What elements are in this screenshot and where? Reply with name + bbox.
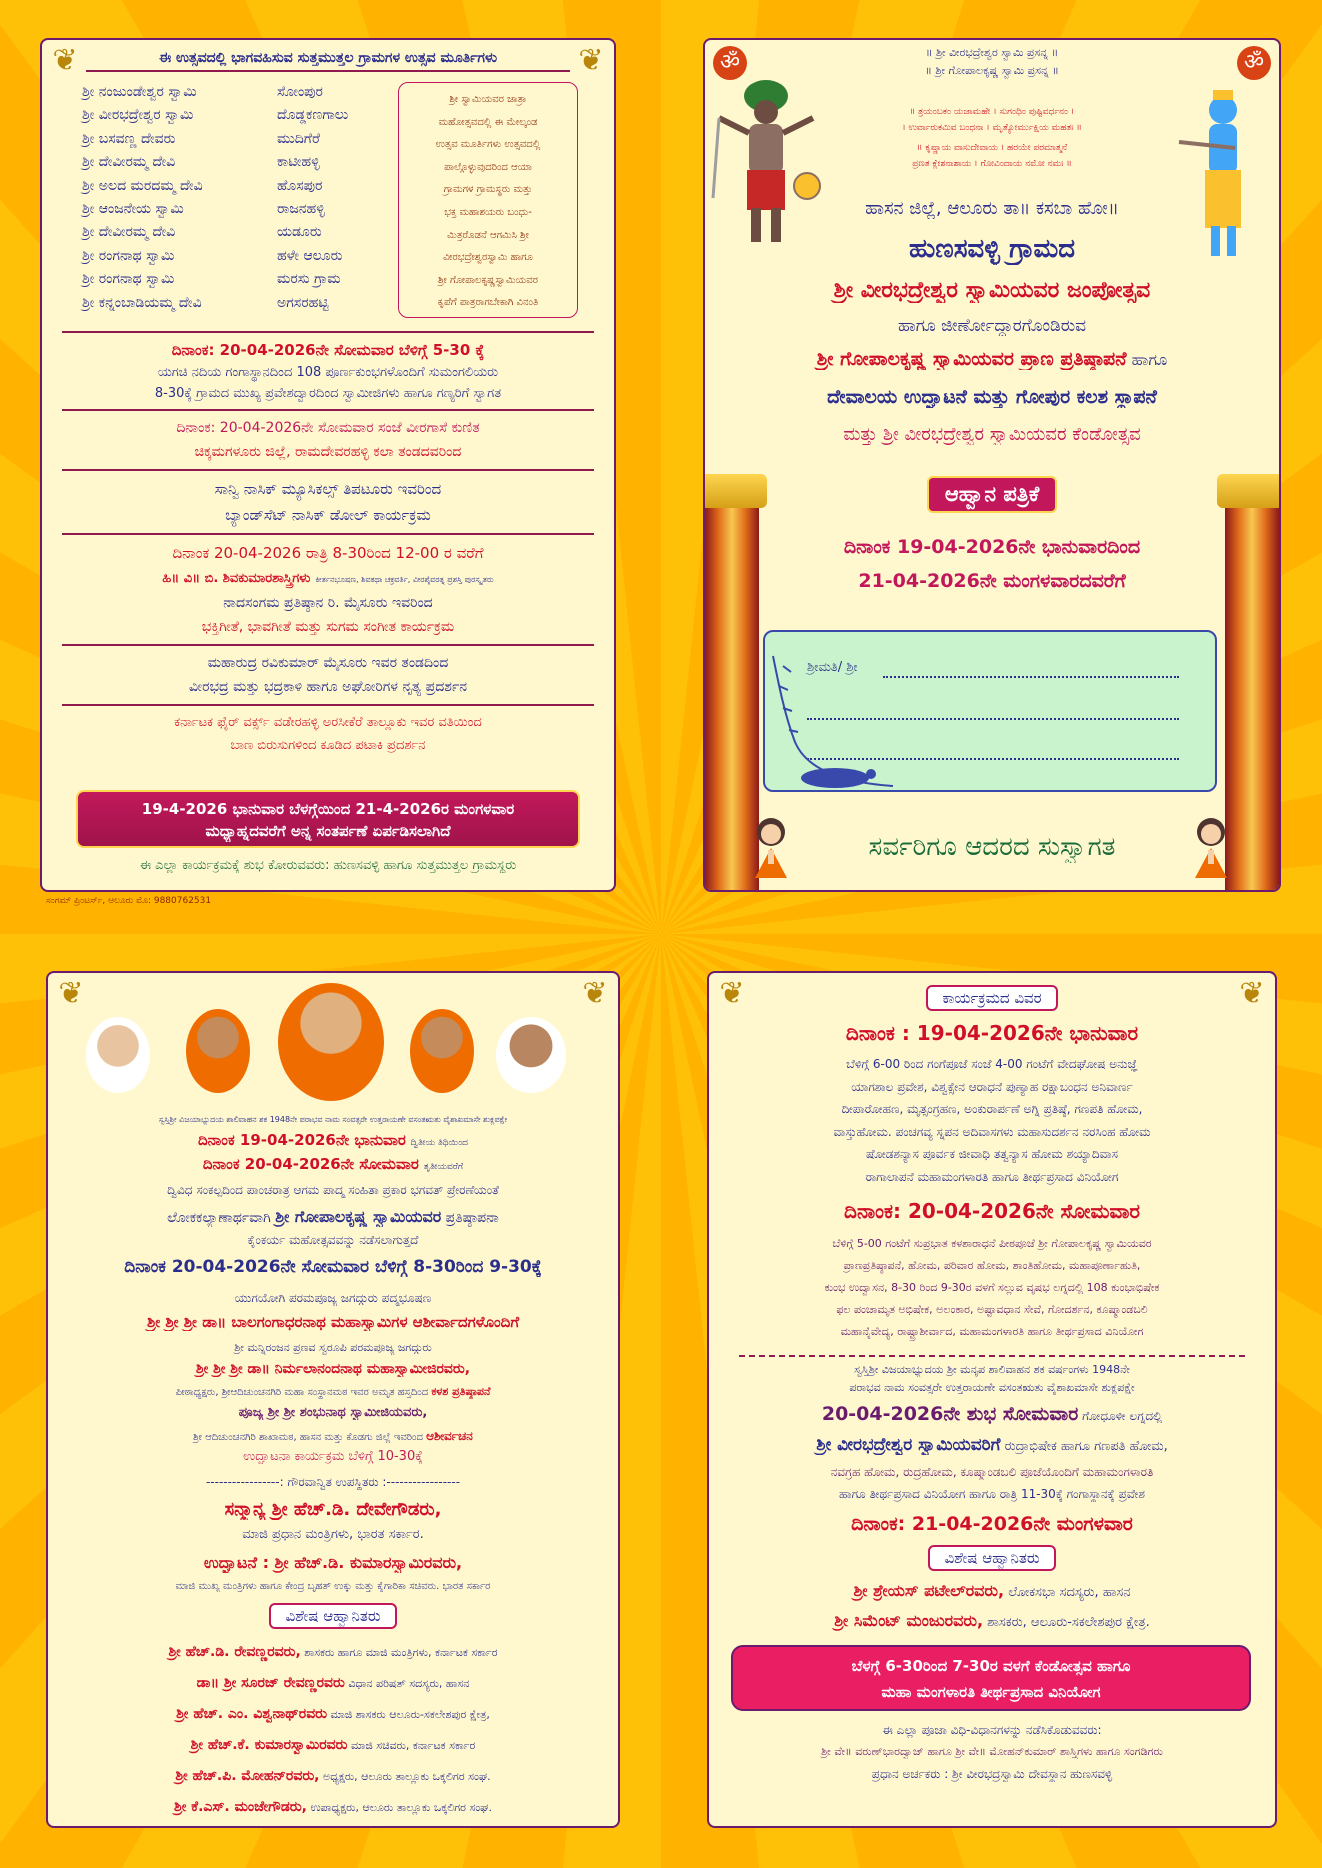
deities-header: ಈ ಉತ್ಸವದಲ್ಲಿ ಭಾಗವಹಿಸುವ ಸುತ್ತಮುತ್ತಲ ಗ್ರಾಮಗಳ ಉತ್ಸವ ಮೂರ್ತಿಗಳು xyxy=(86,50,570,72)
special-invitees-heading: ವಿಶೇಷ ಆಹ್ವಾನಿತರು xyxy=(269,1603,396,1629)
lagna-text: ಗೋಧೂಳೀ ಲಗ್ನದಲ್ಲಿ xyxy=(1078,1409,1163,1423)
namaste-left-icon xyxy=(749,814,793,878)
date-text: ದಿನಾಂಕ 19-04-2026ನೇ ಭಾನುವಾರ xyxy=(197,1131,406,1149)
section-text: ಮಹಾರುದ್ರ ರವಿಕುಮಾರ್ ಮೈಸೂರು ಇವರ ತಂಡದಿಂದ xyxy=(207,655,449,671)
prasanna-line: ॥ ಶ್ರೀ ಗೋಪಾಲಕೃಷ್ಣ ಸ್ವಾಮಿ ಪ್ರಸನ್ನ ॥ xyxy=(925,64,1059,77)
divider xyxy=(62,533,594,535)
ritual-line: ನವಗ್ರಹ ಹೋಮ, ರುದ್ರಹೋಮ, ಕೂಷ್ಮಾಂಡಬಲಿ ಪೂಜೆಯೊಂದಿಗೆ ಮಹಾಮಂಗಳಾರತಿ xyxy=(830,1465,1154,1479)
veerabhadra-figure xyxy=(711,78,821,250)
note-line: ಭಕ್ತ ಮಹಾಶಯರು ಬಂಧು- xyxy=(444,206,532,218)
ritual-line: ಹಾಗೂ ತೀರ್ಥಪ್ರಸಾದ ವಿನಿಯೋಗ ಹಾಗೂ ರಾತ್ರಿ 11-30ಕ್ಕೆ ಗಂಗಾಸ್ಥಾನಕ್ಕೆ ಪ್ರವೇಶ xyxy=(839,1487,1145,1501)
section-date: ದಿನಾಂಕ: 20-04-2026ನೇ ಸೋಮವಾರ ಬೆಳಿಗ್ಗೆ 5-30 ಕ್ಕೆ xyxy=(171,341,485,359)
prefix-text: ಶ್ರೀ ಆದಿಚುಂಚನಗಿರಿ ಶಾಖಾಮಠ, ಹಾಸನ ಮತ್ತು ಕೊಡಗು ಜಿಲ್ಲೆ ಇವರಿಂದ xyxy=(193,1432,427,1443)
priests-names: ಶ್ರೀ ವೇ॥ ವರುಣ್‌ಭಾರದ್ವಾಜ್ ಹಾಗೂ ಶ್ರೀ ವೇ॥ ಮೋಹನ್‌ಕುಮಾರ್ ಶಾಸ್ತ್ರಿಗಳು ಹಾಗೂ ಸಂಗಡಿಗರು xyxy=(821,1745,1163,1758)
schedule-line: ಮಹಾನೈವೇದ್ಯ, ರಾಷ್ಟ್ರಾಶೀರ್ವಾದ, ಮಹಾಮಂಗಳಾರತಿ ಹಾಗೂ ತೀರ್ಥಪ್ರಸಾದ ವಿನಿಯೋಗ xyxy=(840,1325,1144,1338)
section-text: ನಾದಸಂಗಮ ಪ್ರತಿಷ್ಠಾನ ರಿ. ಮೈಸೂರು ಇವರಿಂದ xyxy=(223,595,433,611)
guest-row xyxy=(48,1761,618,1792)
note-line: ಉತ್ಸವ ಮೂರ್ತಿಗಳು ಉತ್ಸವದಲ್ಲಿ xyxy=(435,139,541,151)
printer-credit: ಸಂಗಮ್ ಪ್ರಿಂಟರ್ಸ್, ಆಲೂರು ಮೊ: 9880762531 xyxy=(46,896,212,906)
guest-row xyxy=(709,1581,1275,1601)
schedule-line: ವಾಸ್ತುಹೋಮ. ಪಂಚಗವ್ಯ ಸ್ನಪನ ಅದಿವಾಸಗಳು ಮಹಾಸುದರ್ಶನ ನರಸಿಂಹ ಹೋಮ xyxy=(833,1124,1151,1139)
day1-date: ದಿನಾಂಕ : 19-04-2026ನೇ ಭಾನುವಾರ xyxy=(845,1021,1139,1045)
corner-ornament-icon: ❦ xyxy=(719,976,745,1011)
main-seer-photo xyxy=(278,983,384,1101)
dignitary-photo xyxy=(86,1017,150,1093)
deity-name: ಶ್ರೀ ದೇವೀರಮ್ಮ ದೇವಿ xyxy=(82,154,176,171)
deity-row xyxy=(82,224,402,247)
shloka-block xyxy=(815,104,1169,172)
date-text: ದಿನಾಂಕ 20-04-2026ನೇ ಸೋಮವಾರ xyxy=(202,1155,419,1173)
deity-village: ಸೋಂಪುರ xyxy=(277,84,323,100)
guest-name: ಡಾ॥ ಶ್ರೀ ಸೂರಜ್ ರೇವಣ್ಣರವರು xyxy=(196,1675,345,1691)
section-date: ದಿನಾಂಕ 20-04-2026 ರಾತ್ರಿ 8-30ರಿಂದ 12-00 ರ ವರೆಗೆ xyxy=(172,544,484,562)
deity-village: ಮರಸು ಗ್ರಾಮ xyxy=(277,271,341,288)
schedule-line: ಬೆಳಿಗ್ಗೆ 5-00 ಗಂಟೆಗೆ ಸುಪ್ರಭಾತ ಕಳಶಾರಾಧನೆ ಪೀಠಪೂಜೆ ಶ್ರೀ ಗೋಪಾಲಕೃಷ್ಣ ಸ್ವಾಮಿಯವರ xyxy=(832,1237,1152,1250)
deity-village: ಕಾಟೀಹಳ್ಳಿ xyxy=(277,154,320,171)
invitation-note-box xyxy=(398,82,578,318)
divider xyxy=(62,644,594,646)
schedule-line: ದೀಪಾರೋಹಣ, ಮೃತ್ಸಂಗ್ರಹಣ, ಅಂಕುರಾರ್ಪಣೆ ಅಗ್ನಿ ಪ್ರತಿಷ್ಠೆ, ಗಣಪತಿ ಹೋಮ, xyxy=(841,1102,1143,1117)
guest-title: ಲೋಕಸಭಾ ಸದಸ್ಯರು, ಹಾಸನ xyxy=(1004,1585,1131,1600)
panel-pratishthapana xyxy=(46,971,620,1828)
section-text: ಬಾಣ ಬಿರುಸುಗಳಿಂದ ಕೂಡಿದ ಪಟಾಕಿ ಪ್ರದರ್ಶನ xyxy=(230,738,426,753)
blessings-line: ಶ್ರೀ ಶ್ರೀ ಶ್ರೀ ಡಾ॥ ಬಾಲಗಂಗಾಧರನಾಥ ಮಹಾಸ್ವಾಮಿಗಳ ಆಶೀರ್ವಾದಗಳೊಂದಿಗೆ xyxy=(146,1313,520,1331)
chief-guest-name: ಸನ್ಮಾನ್ಯ ಶ್ರೀ ಹೆಚ್.ಡಿ. ದೇವೇಗೌಡರು, xyxy=(224,1499,442,1520)
day3-date: ದಿನಾಂಕ: 21-04-2026ನೇ ಮಂಗಳವಾರ xyxy=(851,1513,1133,1535)
event-title-line xyxy=(705,348,1279,370)
inaugurator-title: ಮಾಜಿ ಮುಖ್ಯ ಮಂತ್ರಿಗಳು ಹಾಗೂ ಕೇಂದ್ರ ಬೃಹತ್ ಉಕ್ಕು ಮತ್ತು ಕೈಗಾರಿಕಾ ಸಚಿವರು. ಭಾರತ ಸರ್ಕಾರ xyxy=(175,1581,491,1592)
deity-name: ಶ್ರೀ ರಂಗನಾಥ ಸ್ವಾಮಿ xyxy=(82,271,175,288)
tithi-text: ದ್ವಿತೀಯ ತಿಥಿಯಿಂದ xyxy=(410,1138,468,1148)
deity-row xyxy=(82,107,402,130)
event-subtitle: ಹಾಗೂ ಜೀರ್ಣೋದ್ಧಾರಗೊಂಡಿರುವ xyxy=(897,316,1087,336)
special-invitees-wrap xyxy=(709,1545,1275,1571)
deity-village: ಅಗಸರಹಟ್ಟಿ xyxy=(277,294,329,311)
guest-name: ಶ್ರೀ ಹೆಚ್.ಡಿ. ರೇವಣ್ಣರವರು, xyxy=(168,1644,301,1660)
location-line: ಹಾಸನ ಜಿಲ್ಲೆ, ಆಲೂರು ತಾ॥ ಕಸಬಾ ಹೋ॥ xyxy=(865,198,1119,219)
deity-village: ಹೊಸಪುರ xyxy=(277,177,323,194)
section-text: ಯಗಚಿ ನದಿಯ ಗಂಗಾಸ್ಥಾನದಿಂದ 108 ಪೂರ್ಣಕುಂಭಗಳೊಂದಿಗೆ ಸುಮಂಗಲಿಯರು xyxy=(157,365,499,380)
pillar-right xyxy=(1225,508,1279,892)
inauguration-time: ಉದ್ಘಾಟನಾ ಕಾರ್ಯಕ್ರಮ ಬೆಳಿಗ್ಗೆ 10-30ಕ್ಕೆ xyxy=(243,1449,423,1464)
banner-line: ಬೆಳಗ್ಗೆ 6-30ರಿಂದ 7-30ರ ವಳಗೆ ಕೆಂಡೋತ್ಸವ ಹಾಗೂ xyxy=(851,1657,1131,1675)
prasanna-line: ॥ ಶ್ರೀ ವೀರಭದ್ರೇಶ್ವರ ಸ್ವಾಮಿ ಪ್ರಸನ್ನ ॥ xyxy=(925,46,1059,59)
deity-village: ಮುದಿಗೆರೆ xyxy=(277,130,320,147)
corner-ornament-icon: ❦ xyxy=(58,976,84,1011)
section-text: ಬ್ಯಾಂಡ್‌ಸೆಟ್ ನಾಸಿಕ್ ಡೋಲ್ ಕಾರ್ಯಕ್ರಮ xyxy=(225,506,431,524)
section-text: ಕರ್ನಾಟಕ ಫೈರ್ ವರ್ಕ್ಸ್ ವಡೇರಹಳ್ಳಿ ಅರಸೀಕೆರೆ ತಾಲ್ಲೂಕು ಇವರ ವತಿಯಿಂದ xyxy=(174,715,482,730)
guest-name: ಶ್ರೀ ಹೆಚ್.ಪಿ. ಮೋಹನ್‌ರವರು, xyxy=(175,1768,320,1784)
rudrabhisheka-line xyxy=(709,1435,1275,1455)
tithi-text: ತೃತೀಯವರೆಗೆ xyxy=(423,1162,464,1172)
guest-title: ವಿಧಾನ ಪರಿಷತ್ ಸದಸ್ಯರು, ಹಾಸನ xyxy=(344,1677,470,1690)
deity-name: ಶ್ರೀ ಬಸವಣ್ಣ ದೇವರು xyxy=(82,130,176,147)
guest-name: ಶ್ರೀ ಹೆಚ್.ಕೆ. ಕುಮಾರಸ್ವಾಮಿರವರು xyxy=(190,1737,348,1753)
shloka-line: । ಉರ್ವಾರುಕಮಿವ ಬಂಧನಾ । ಮೃತ್ಯೋರ್ಮುಕ್ಷಿಯ ಮಹತಃ ॥ xyxy=(902,123,1082,133)
deity-row xyxy=(82,201,402,224)
artist-line xyxy=(42,566,614,591)
honoured-guests-header: -----------------: ಗೌರವಾನ್ವಿತ ಉಪಸ್ಥಿತರು :----------------- xyxy=(205,1475,461,1489)
program-heading-wrap xyxy=(709,985,1275,1011)
addressee-box xyxy=(763,630,1217,792)
deity-name: ಶ್ರೀ ನಂಜುಂಡೇಶ್ವರ ಸ್ವಾಮಿ xyxy=(82,84,197,100)
addressee-label: ಶ್ರೀಮತಿ/ ಶ್ರೀ xyxy=(807,660,858,675)
schedule-line: ಫಲ ಪಂಚಾಮೃತ ಅಭಿಷೇಕ, ಅಲಂಕಾರ, ಅಷ್ಟಾವಧಾನ ಸೇವೆ, ಗೋದರ್ಶನ, ಕೂಷ್ಮಾಂಡಬಲಿ xyxy=(836,1303,1148,1316)
sankalpa-line: ದ್ವಿವಿಧ ಸಂಕಲ್ಪದಿಂದ ಪಾಂಚರಾತ್ರ ಆಗಮ ಪಾದ್ಮ ಸಂಹಿತಾ ಪ್ರಕಾರ ಭಗವತ್ ಪ್ರೇರಣೆಯಂತೆ xyxy=(167,1183,499,1197)
schedule-line: ಷೋಡಶನ್ಯಾಸ ಪೂರ್ವಕ ಜೀವಾಧಿ ತತ್ವನ್ಯಾಸ ಹೋಮ ಶಯ್ಯಾದಿವಾಸ xyxy=(866,1147,1118,1162)
prefix-text: ಪೀಠಾಧ್ಯಕ್ಷರು, ಶ್ರೀಆದಿಚುಂಚನಗಿರಿ ಮಹಾ ಸಂಸ್ಥಾನಮಠ ಇವರ ಅಮೃತ ಹಸ್ತದಿಂದ xyxy=(175,1387,432,1398)
deity-list xyxy=(82,84,402,318)
date-line-1 xyxy=(48,1131,618,1149)
deity-village: ದೊಡ್ಡಕಣಗಾಲು xyxy=(277,107,349,124)
seer-name: ಪೂಜ್ಯ ಶ್ರೀ ಶ್ರೀ ಶಂಭುನಾಥ ಸ್ವಾಮೀಜಿಯವರು, xyxy=(238,1405,428,1420)
corner-ornament-icon: ❦ xyxy=(578,43,604,78)
inauguration-title: ದೇವಾಲಯ ಉದ್ಘಾಟನೆ ಮತ್ತು ಗೋಪುರ ಕಲಶ ಸ್ಥಾಪನೆ xyxy=(827,386,1157,408)
section-text: ಭಕ್ತಿಗೀತೆ, ಭಾವಗೀತೆ ಮತ್ತು ಸುಗಮ ಸಂಗೀತ ಕಾರ್ಯಕ್ರಮ xyxy=(201,619,455,635)
namaste-right-icon xyxy=(1189,814,1233,878)
deity-name: ಶ್ರೀ ಅಲದ ಮರದಮ್ಮ ದೇವಿ xyxy=(82,177,203,194)
prefix-text: ಲೋಕಕಲ್ಯಾಣಾರ್ಥವಾಗಿ xyxy=(167,1210,276,1226)
schedule-line: ಯಾಗಶಾಲ ಪ್ರವೇಶ, ವಿಶ್ವಕ್ಸೇನ ಆರಾಧನೆ ಪುಣ್ಯಾಹ ರಕ್ಷಾಬಂಧನ ಅನಿವಾರ್ಣ xyxy=(851,1079,1133,1094)
schedule-line: ಬೆಳಿಗ್ಗೆ 6-00 ರಿಂದ ಗಂಗೆಪೂಜೆ ಸಂಜೆ 4-00 ಗಂಟೆಗೆ ವೇದಘೋಷ ಅನುಜ್ಞೆ xyxy=(846,1057,1138,1071)
kendotsava-banner xyxy=(731,1645,1251,1711)
section-date: ದಿನಾಂಕ: 20-04-2026ನೇ ಸೋಮವಾರ ಸಂಜೆ ವೀರಗಾಸೆ ಕುಣಿತ xyxy=(176,420,480,436)
guest-title: ಅಧ್ಯಕ್ಷರು, ಆಲೂರು ತಾಲ್ಲೂಕು ಒಕ್ಕಲಿಗರ ಸಂಘ. xyxy=(319,1770,491,1783)
day1-schedule xyxy=(723,1053,1261,1189)
chief-priest: ಪ್ರಧಾನ ಅರ್ಚಕರು : ಶ್ರೀ ವೀರಭದ್ರಸ್ವಾಮಿ ದೇವಸ್ಥಾನ ಹುಣಸವಳ್ಳಿ xyxy=(871,1767,1113,1781)
section-text: ವೀರಭದ್ರ ಮತ್ತು ಭದ್ರಕಾಳಿ ಹಾಗೂ ಅಘೋರಿಗಳ ನೃತ್ಯ ಪ್ರದರ್ಶನ xyxy=(189,679,467,695)
guest-name: ಶ್ರೀ ಸಿಮೆಂಟ್ ಮಂಜುರವರು, xyxy=(834,1611,984,1630)
corner-ornament-icon: ❦ xyxy=(1239,976,1265,1011)
kalasha-line xyxy=(48,1385,618,1399)
guest-title: ಮಾಜಿ ಶಾಸಕರು ಆಲೂರು-ಸಕಲೇಶಪುರ ಕ್ಷೇತ್ರ, xyxy=(327,1708,490,1721)
guest-title: ಶಾಸಕರು ಹಾಗೂ ಮಾಜಿ ಮಂತ್ರಿಗಳು, ಕರ್ನಾಟಕ ಸರ್ಕಾರ xyxy=(300,1646,498,1659)
well-wishers-footer: ಈ ಎಲ್ಲಾ ಕಾರ್ಯಕ್ರಮಕ್ಕೆ ಶುಭ ಕೋರುವವರು: ಹುಣಸವಳ್ಳಿ ಹಾಗೂ ಸುತ್ತಮುತ್ತಲ ಗ್ರಾಮಸ್ಥರು xyxy=(139,858,517,873)
guest-row xyxy=(709,1611,1275,1631)
deity-name: ಶ್ರೀ ರಂಗನಾಥ ಸ್ವಾಮಿ xyxy=(82,247,175,264)
section-text: 8-30ಕ್ಕೆ ಗ್ರಾಮದ ಮುಖ್ಯ ಪ್ರವೇಶದ್ವಾರದಿಂದ ಸ್ವಾಮೀಜಿಗಳು ಹಾಗೂ ಗಣ್ಯರಿಗೆ ಸ್ವಾಗತ xyxy=(154,386,502,401)
schedule-line: ರಾಗಾಲಾಪನೆ ಮಹಾಮಂಗಳಾರತಿ ಹಾಗೂ ತೀರ್ಥಪ್ರಸಾದ ವಿನಿಯೋಗ xyxy=(865,1169,1119,1184)
guest-row xyxy=(48,1699,618,1730)
deity-text: ಶ್ರೀ ವೀರಭದ್ರೇಶ್ವರ ಸ್ವಾಮಿಯವರಿಗೆ xyxy=(816,1435,1001,1455)
deity-name: ಶ್ರೀ ಕನ್ನಂಬಾಡಿಯಮ್ಮ ದೇವಿ xyxy=(82,294,202,311)
era-line: ಸ್ವಸ್ತಿಶ್ರೀ ವಿಜಯಾಭ್ಯುದಯ ಶಾಲಿವಾಹನ ಶಕ 1948ನೇ ಪರಾಭವ ನಾಮ ಸಂವತ್ಸರೇ ಉತ್ತರಾಯಣೇ ವಸಂತಋತು ವೈಶಾಖಮಾಸೇ ಶುಕ್ಲಪಕ್ಷೇ xyxy=(158,1115,508,1124)
shloka-line: ॥ ತ್ರಯಂಬಕಂ ಯಜಾಮಹೇ । ಸುಗಂಧಿಂ ಪುಷ್ಟಿವರ್ಧನಂ । xyxy=(909,107,1075,117)
village-title: ಹುಣಸವಳ್ಳಿ ಗ್ರಾಮದ xyxy=(909,234,1075,264)
seer-photo xyxy=(186,1009,250,1093)
seer-name: ಶ್ರೀ ಶ್ರೀ ಶ್ರೀ ಡಾ॥ ನಿರ್ಮಲಾನಂದನಾಥ ಮಹಾಸ್ವಾಮೀಜಿರವರು, xyxy=(195,1361,471,1377)
special-invitees-heading: ವಿಶೇಷ ಆಹ್ವಾನಿತರು xyxy=(928,1545,1055,1571)
guest-row xyxy=(48,1730,618,1761)
title-line: ಯುಗಯೋಗಿ ಪರಮಪೂಜ್ಯ ಜಗದ್ಗುರು ಪದ್ಮಭೂಷಣ xyxy=(234,1291,432,1305)
note-line: ವೀರಭದ್ರೇಶ್ವರಸ್ವಾಮಿ ಹಾಗೂ xyxy=(443,252,533,264)
program-sections xyxy=(42,326,614,757)
note-line: ಶ್ರೀ ಸ್ವಾಮಿಯವರ ಜಾತ್ರಾ xyxy=(449,94,527,105)
note-line: ಪಾಲ್ಗೊಳ್ಳುವುದರಿಂದ ಆಯಾ xyxy=(444,161,532,173)
panel-utsava-deities xyxy=(40,38,616,892)
shloka-line: ಪ್ರಣತ ಕ್ಲೇಶನಾಶಾಯ । ಗೋವಿಂದಾಯ ನಮೋ ನಮಃ ॥ xyxy=(912,159,1072,169)
deity-name: ಶ್ರೀ ವೀರಭದ್ರೇಶ್ವರ ಸ್ವಾಮಿ xyxy=(82,107,194,124)
corner-ornament-icon: ❦ xyxy=(582,976,608,1011)
note-line: ಮಹೋತ್ಸವದಲ್ಲಿ ಈ ಮೇಲ್ಕಂಡ xyxy=(438,116,538,128)
deity-row xyxy=(82,271,402,294)
section-text: ಚಿಕ್ಕಮಗಳೂರು ಜಿಲ್ಲೆ, ರಾಮದೇವರಹಳ್ಳಿ ಕಲಾ ತಂಡದವರಿಂದ xyxy=(194,444,462,460)
panel-program-details xyxy=(707,971,1277,1828)
suffix-text: ಪ್ರತಿಷ್ಠಾಪನಾ xyxy=(441,1210,499,1226)
divider xyxy=(62,469,594,471)
deity-row xyxy=(82,154,402,177)
deity-row xyxy=(82,131,402,154)
note-line: ಕೃಪೆಗೆ ಪಾತ್ರರಾಗಬೇಕಾಗಿ ವಿನಂತಿ xyxy=(437,297,539,309)
title-line: ಶ್ರೀ ಮನ್ನಿರಂಜನ ಪ್ರಣವ ಸ್ವರೂಪಿ ಪರಮಪೂಜ್ಯ ಜಗದ್ಗುರು xyxy=(234,1341,432,1354)
corner-ornament-icon: ❦ xyxy=(52,43,78,78)
inaugurator-line xyxy=(48,1553,618,1573)
guest-name: ಶ್ರೀ ಕೆ.ಎಸ್. ಮಂಜೇಗೌಡರು, xyxy=(174,1799,307,1815)
deity-row xyxy=(82,178,402,201)
note-line: ಗ್ರಾಮಗಳ ಗ್ರಾಮಸ್ಥರು ಮತ್ತು xyxy=(443,184,533,196)
deity-row xyxy=(82,295,402,318)
guest-row xyxy=(48,1637,618,1668)
om-left-icon: ॐ xyxy=(713,46,747,80)
inaugurator-label: ಉದ್ಘಾಟನೆ : xyxy=(203,1553,275,1572)
banner-line: ಮಹಾ ಮಂಗಳಾರತಿ ತೀರ್ಥಪ್ರಸಾದ ವಿನಿಯೋಗ xyxy=(881,1683,1101,1701)
guest-title: ಮಾಜಿ ಸಚಿವರು, ಕರ್ನಾಟಕ ಸರ್ಕಾರ xyxy=(347,1739,476,1752)
deity-name: ಶ್ರೀ ಆಂಜನೇಯ ಸ್ವಾಮಿ xyxy=(82,200,184,217)
om-right-icon: ॐ xyxy=(1237,46,1271,80)
program-details-heading: ಕಾರ್ಯಕ್ರಮದ ವಿವರ xyxy=(926,985,1057,1011)
deity-text: ಶ್ರೀ ಗೋಪಾಲಕೃಷ್ಣ ಸ್ವಾಮಿಯವರ xyxy=(275,1207,442,1226)
banner-line: 19-4-2026 ಭಾನುವಾರ ಬೆಳಗ್ಗೆಯಿಂದ 21-4-2026ರ ಮಂಗಳವಾರ xyxy=(141,800,515,818)
schedule-line: ಪ್ರಾಣಪ್ರತಿಷ್ಠಾಪನೆ, ಹೋಮ, ಪರಿವಾರ ಹೋಮ, ಶಾಂತಿಹೋಮ, ಮಹಾಪೂರ್ಣಾಹುತಿ, xyxy=(843,1259,1141,1272)
divider xyxy=(62,704,594,706)
era-line: ಸ್ವಸ್ತಿಶ್ರೀ ವಿಜಯಾಭ್ಯುದಯ ಶ್ರೀ ಮನೃಪ ಶಾಲಿವಾಹನ ಶಕ ವರ್ಷಂಗಳು 1948ನೇ xyxy=(854,1363,1130,1376)
guest-row xyxy=(48,1668,618,1699)
conjunction-text: ಹಾಗೂ xyxy=(1126,350,1168,369)
note-line: ಶ್ರೀ ಗೋಪಾಲಕೃಷ್ಣಸ್ವಾಮಿಯವರ xyxy=(438,274,538,286)
note-line: ಮಿತ್ರರೊಡನೆ ಆಗಮಿಸಿ ಶ್ರೀ xyxy=(447,229,529,241)
divider xyxy=(62,409,594,411)
annadana-banner xyxy=(76,790,580,848)
era-line: ಪರಾಭವ ನಾಮ ಸಂವತ್ಸರೇ ಉತ್ತರಾಯಣೇ ವಸಂತಋತು ವೈಶಾಖಮಾಸೇ ಶುಕ್ಲಪಕ್ಷೇ xyxy=(849,1381,1135,1394)
date-text: 20-04-2026ನೇ ಶುಭ ಸೋಮವಾರ xyxy=(821,1403,1079,1425)
banner-line: ಮಧ್ಯಾಹ್ನದವರೆಗೆ ಅನ್ನ ಸಂತರ್ಪಣೆ ಏರ್ಪಡಿಸಲಾಗಿದೆ xyxy=(205,822,451,840)
inaugurator-name: ಶ್ರೀ ಹೆಚ್.ಡಿ. ಕುಮಾರಸ್ವಾಮಿರವರು, xyxy=(274,1553,463,1572)
guest-title: ಶಾಸಕರು, ಆಲೂರು-ಸಕಲೇಶಪುರ ಕ್ಷೇತ್ರ. xyxy=(983,1615,1150,1630)
kalasha-text: ಕಳಶ ಪ್ರತಿಷ್ಠಾಪನೆ xyxy=(431,1385,491,1398)
peacock-icon xyxy=(765,646,895,792)
guest-name: ಶ್ರೀ ಶ್ರೇಯಸ್ ಪಟೇಲ್‌ರವರು, xyxy=(853,1581,1005,1600)
artist-title: ಕೀರ್ತನಭೂಷಣ, ಶಿವಕಥಾ ಚಕ್ರವರ್ತಿ, ವೀರಶೈವರತ್ನ ಪ್ರಶಸ್ತಿ ಪುರಸ್ಕೃತರು xyxy=(315,575,494,584)
invite-badge-wrap xyxy=(705,476,1279,513)
ritual-text: ರುದ್ರಾಭಿಷೇಕ ಹಾಗೂ ಗಣಪತಿ ಹೋಮ, xyxy=(1000,1439,1168,1454)
kainkarya-line: ಕೈಂಕರ್ಯ ಮಹೋತ್ಸವವನ್ನು ನಡೆಸಲಾಗುತ್ತದೆ xyxy=(247,1233,419,1247)
panel-cover-invitation xyxy=(703,38,1281,892)
shloka-line: ॥ ಕೃಷ್ಣಾಯ ವಾಸುದೇವಾಯ । ಹರಯೇ ಪರಮಾತ್ಮನೆ xyxy=(916,143,1068,153)
invitation-badge: ಆಹ್ವಾನ ಪತ್ರಿಕೆ xyxy=(927,476,1057,513)
guest-list xyxy=(48,1637,618,1823)
deity-village: ಯಡೂರು xyxy=(277,224,322,241)
day2-schedule xyxy=(723,1233,1261,1343)
date-line-2 xyxy=(48,1155,618,1173)
ashirvachana-text: ಆಶೀರ್ವಚನ xyxy=(426,1429,473,1443)
event-title: ಶ್ರೀ ವೀರಭದ್ರೇಶ್ವರ ಸ್ವಾಮಿಯವರ ಜಂಪೋತ್ಸವ xyxy=(833,278,1151,303)
deity-row xyxy=(82,248,402,271)
guest-title: ಉಪಾಧ್ಯಕ್ಷರು, ಆಲೂರು ತಾಲ್ಲೂಕು ಒಕ್ಕಲಿಗರ ಸಂಘ. xyxy=(306,1801,492,1814)
chief-guest-title: ಮಾಜಿ ಪ್ರಧಾನ ಮಂತ್ರಿಗಳು, ಭಾರತ ಸರ್ಕಾರ. xyxy=(242,1527,424,1542)
deity-name: ಶ್ರೀ ದೇವೀರಮ್ಮ ದೇವಿ xyxy=(82,224,176,241)
cover-header xyxy=(815,44,1169,80)
muhurta-line: ದಿನಾಂಕ 20-04-2026ನೇ ಸೋಮವಾರ ಬೆಳಿಗ್ಗೆ 8-30ರಿಂದ 9-30ಕ್ಕೆ xyxy=(124,1257,542,1277)
deity-village: ಹಳೇ ಆಲೂರು xyxy=(277,247,343,264)
ashirvachana-line xyxy=(48,1429,618,1444)
seer-photo xyxy=(410,1009,474,1093)
priests-intro: ಈ ಎಲ್ಲಾ ಪೂಜಾ ವಿಧಿ-ವಿಧಾನಗಳನ್ನು ನಡೆಸಿಕೊಡುವವರು: xyxy=(882,1723,1102,1737)
guest-row xyxy=(48,1792,618,1823)
godhuli-line xyxy=(709,1403,1275,1425)
guest-name: ಶ್ರೀ ಹೆಚ್. ಎಂ. ವಿಶ್ವನಾಥ್‌ರವರು xyxy=(176,1706,328,1722)
date-range-start: ದಿನಾಂಕ 19-04-2026ನೇ ಭಾನುವಾರದಿಂದ xyxy=(843,536,1141,558)
pratishthapana-line xyxy=(48,1207,618,1227)
day2-date: ದಿನಾಂಕ: 20-04-2026ನೇ ಸೋಮವಾರ xyxy=(844,1199,1140,1223)
date-range-end: 21-04-2026ನೇ ಮಂಗಳವಾರದವರೆಗೆ xyxy=(858,570,1126,592)
deity-village: ರಾಜನಹಳ್ಳಿ xyxy=(277,200,325,217)
kendotsava-title: ಮತ್ತು ಶ್ರೀ ವೀರಭದ್ರೇಶ್ವರ ಸ್ವಾಮಿಯವರ ಕೆಂಡೋತ್ಸವ xyxy=(843,424,1141,445)
name-line xyxy=(883,676,1179,678)
deity-row xyxy=(82,84,402,107)
divider xyxy=(62,331,594,333)
special-invitees-wrap xyxy=(48,1603,618,1629)
schedule-line: ಕುಂಭ ಉದ್ವಾಸನ, 8-30 ರಿಂದ 9-30ರ ವಳಗೆ ಸಲ್ಲುವ ವೃಷಭ ಲಗ್ನದಲ್ಲಿ 108 ಕುಂಭಾಭಿಷೇಕ xyxy=(824,1281,1160,1294)
section-text: ಸಾನ್ವಿ ನಾಸಿಕ್ ಮ್ಯೂಸಿಕಲ್ಸ್ ತಿಪಟೂರು ಇವರಿಂದ xyxy=(214,480,442,498)
dignitary-photo xyxy=(496,1017,566,1093)
artist-name: ಹಿ॥ ವಿ॥ ಬಿ. ಶಿವಕುಮಾರಶಾಸ್ತ್ರಿಗಳು xyxy=(162,571,311,586)
ornamental-divider xyxy=(739,1355,1245,1357)
pratishthapane-text: ಶ್ರೀ ಗೋಪಾಲಕೃಷ್ಣ ಸ್ವಾಮಿಯವರ ಪ್ರಾಣ ಪ್ರತಿಷ್ಠಾಪನೆ xyxy=(816,348,1127,370)
welcome-text: ಸರ್ವರಿಗೂ ಆದರದ ಸುಸ್ವಾಗತ xyxy=(868,832,1116,862)
